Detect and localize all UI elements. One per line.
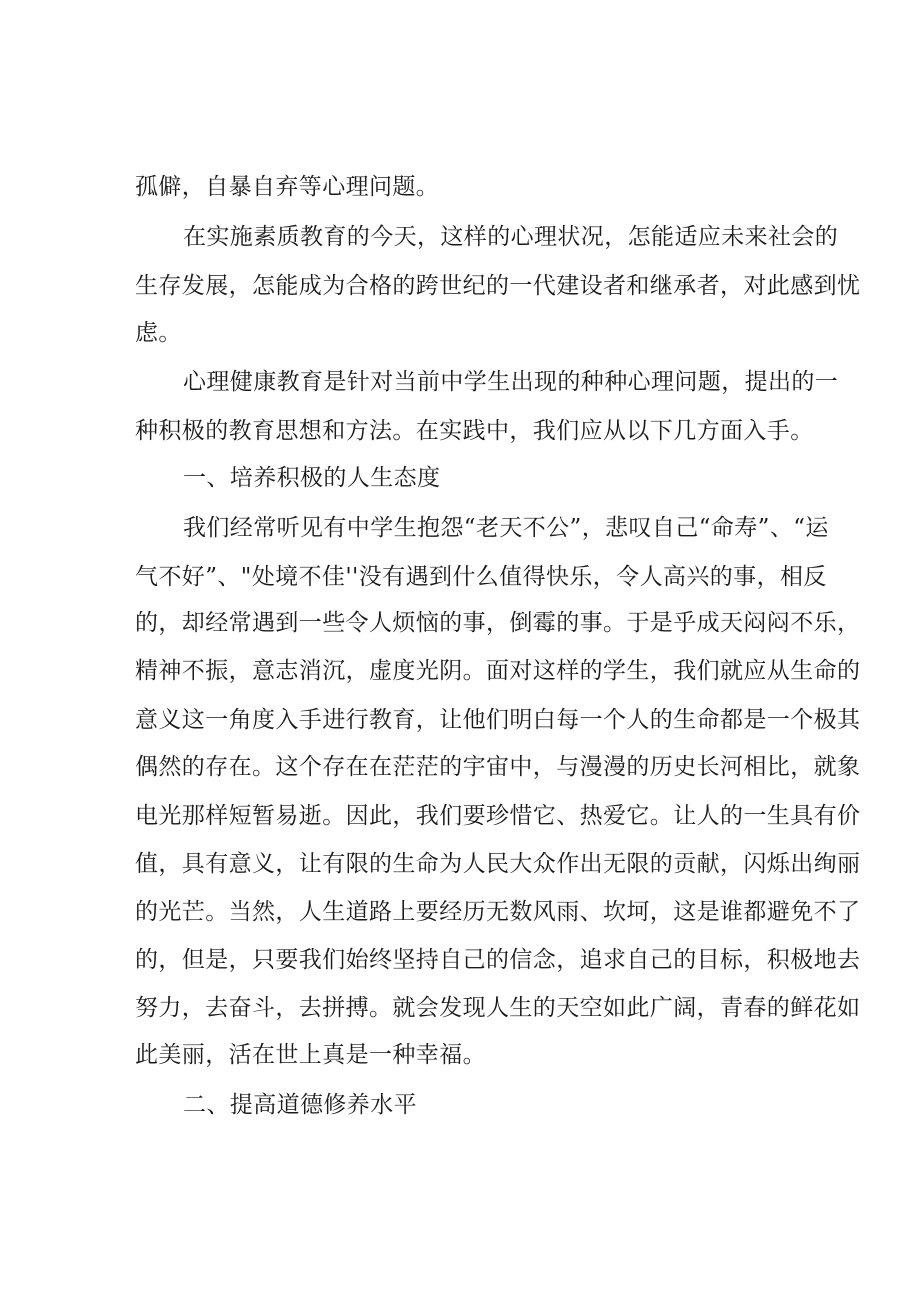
- paragraph-line: 电光那样短暂易逝。因此，我们要珍惜它、热爱它。让人的一生具有价: [135, 803, 861, 829]
- paragraph-line: 的，但是，只要我们始终坚持自己的信念，追求自己的目标，积极地去: [135, 947, 861, 973]
- paragraph-line: 此美丽，活在世上真是一种幸福。: [135, 1042, 486, 1068]
- paragraph-line: 的，却经常遇到一些令人烦恼的事，倒霉的事。于是乎成天闷闷不乐，: [135, 610, 861, 636]
- paragraph-line: 的光芒。当然，人生道路上要经历无数风雨、坎坷，这是谁都避免不了: [135, 899, 861, 925]
- paragraph-line: 虑。: [135, 320, 182, 346]
- paragraph-line: 意义这一角度入手进行教育，让他们明白每一个人的生命都是一个极其: [135, 707, 861, 733]
- section-heading: 一、培养积极的人生态度: [183, 465, 441, 491]
- paragraph-line: 种积极的教育思想和方法。在实践中，我们应从以下几方面入手。: [135, 418, 814, 444]
- paragraph-line: 偶然的存在。这个存在在茫茫的宇宙中，与漫漫的历史长河相比，就象: [135, 754, 861, 780]
- paragraph-line: 气不好”、"处境不佳''没有遇到什么值得快乐，令人高兴的事，相反: [135, 564, 827, 590]
- paragraph-line: 生存发展，怎能成为合格的跨世纪的一代建设者和继承者，对此感到忧: [135, 273, 861, 299]
- paragraph-line: 孤僻，自暴自弃等心理问题。: [135, 174, 440, 200]
- paragraph-line: 在实施素质教育的今天，这样的心理状况，怎能适应未来社会的: [183, 224, 839, 250]
- paragraph-line: 努力，去奋斗，去拼搏。就会发现人生的天空如此广阔，青春的鲜花如: [135, 995, 861, 1021]
- paragraph-line: 精神不振，意志消沉，虚度光阴。面对这样的学生，我们就应从生命的: [135, 658, 861, 684]
- paragraph-line: 值，具有意义，让有限的生命为人民大众作出无限的贡献，闪烁出绚丽: [135, 851, 861, 877]
- section-heading: 二、提高道德修养水平: [183, 1092, 417, 1118]
- paragraph-line: 我们经常听见有中学生抱怨“老天不公”，悲叹自己“命寿”、“运: [183, 515, 829, 541]
- paragraph-line: 心理健康教育是针对当前中学生出现的种种心理问题，提出的一: [183, 369, 839, 395]
